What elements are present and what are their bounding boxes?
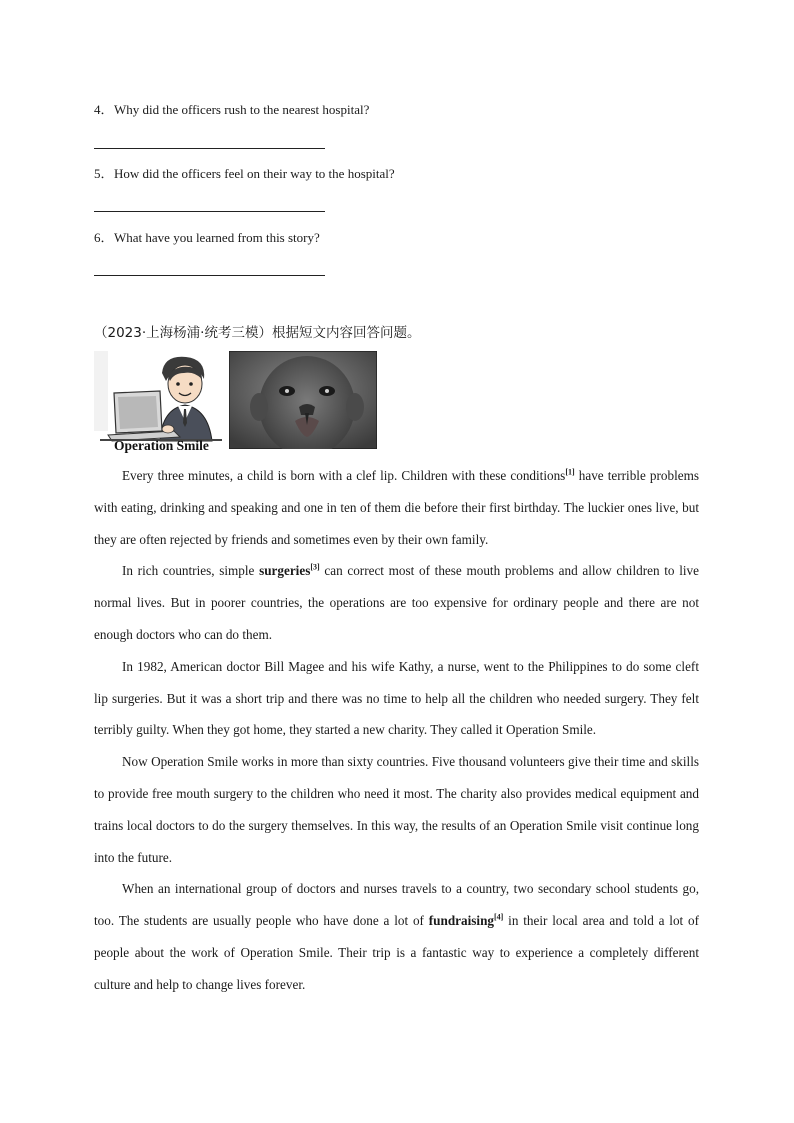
term-fundraising: fundraising [428,913,495,929]
footnote-4: [4] [494,912,504,922]
question-number: 6． [94,230,114,245]
reading-passage [94,460,699,1001]
paragraph-3: In 1982, American doctor Bill Magee and his wife Kathy, a nurse, went to the Philippines to do some cleft lip surgeries. But it was a short trip and there was no time to help all the children who needed surgery. They felt terribly guilty. When they got home, they started a new charity. They called it Operation Smile. [94,658,699,738]
question-5 [94,166,395,182]
answer-line-6[interactable] [94,275,325,276]
question-text: What have you learned from this story? [114,230,320,245]
question-text: How did the officers feel on their way to the hospital? [114,166,395,181]
paragraph-5: When an international group of doctors and nurses travels to a country, two secondary school students go, too. The students are usually people who have done a lot of fundraising[4] in their local area and told a lot of people about the work of Operation Smile. Their trip is a fantastic way to experience a completely different culture and help to change lives forever. [94,881,700,992]
child-photo [229,351,377,449]
paragraph-2: In rich countries, simple surgeries[3] can correct most of these mouth problems and allow children to live normal lives. But in poorer countries, the operations are too expensive for ordinary people and there are not enough doctors who can do them. [94,563,699,642]
footnote-3: [3] [310,563,320,572]
paragraph-4: Now Operation Smile works in more than sixty countries. Five thousand volunteers give their time and skills to provide free mouth surgery to the children who need it most. The charity also provides medical equipment and trains local doctors to do the surgery themselves. In this way, the results of an Operation Smile visit continue long into the future. [94,754,699,865]
section-source: （2023·上海杨浦·统考三模）根据短文内容回答问题。 [94,325,421,341]
question-text: Why did the officers rush to the nearest hospital? [114,102,370,117]
answer-line-5[interactable] [94,211,325,212]
answer-line-4[interactable] [94,148,325,149]
question-number: 4． [94,102,114,117]
term-surgeries: surgeries [259,563,311,579]
illustration-caption: Operation Smile [114,438,209,453]
question-6 [94,230,320,246]
question-number: 5． [94,166,114,181]
operation-smile-illustration [94,351,225,453]
paragraph-1: Every three minutes, a child is born with a clef lip. Children with these conditions[1] have terrible problems with eating, drinking and speaking and one in ten of them die before their first birthday. The luckier ones live, but they are often rejected by friends and sometimes even by their own family. [94,467,699,547]
footnote-1: [1] [565,467,575,477]
question-4 [94,102,369,118]
